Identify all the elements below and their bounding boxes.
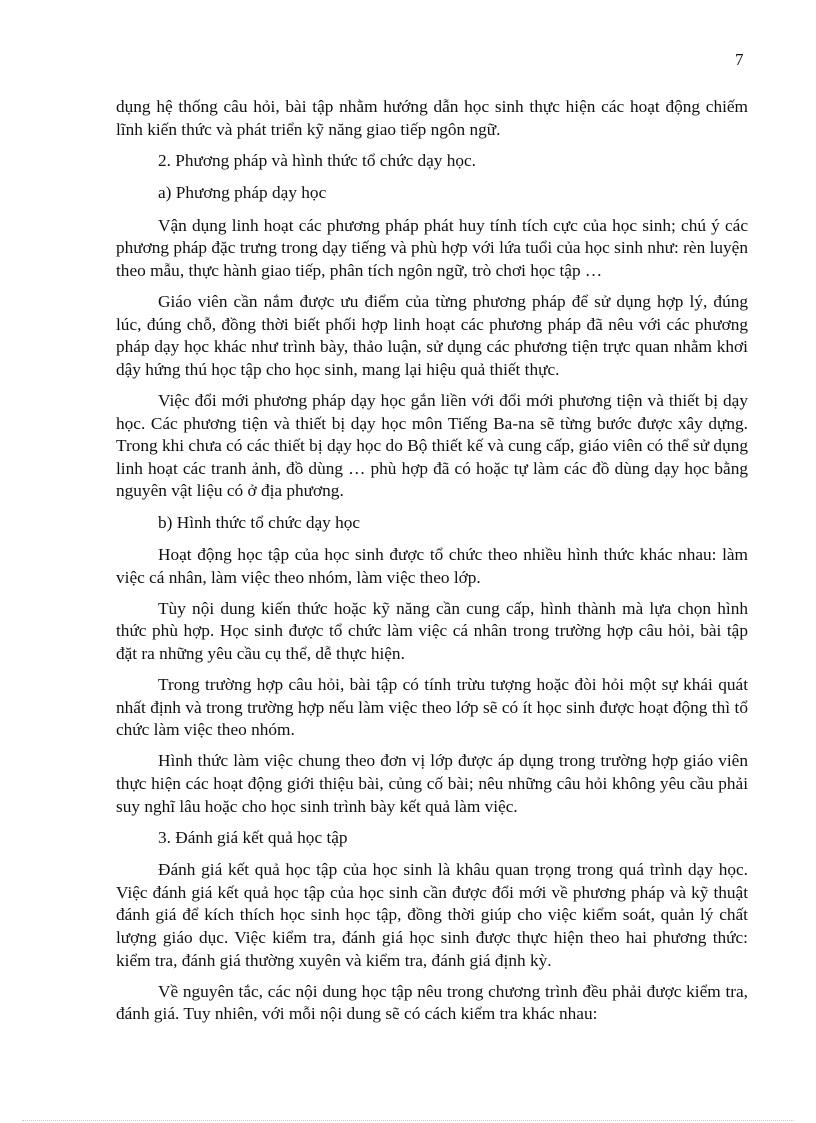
paragraph: Tùy nội dung kiến thức hoặc kỹ năng cần cung cấp, hình thành mà lựa chọn hình thức phù hợp. Học sinh được tổ chức làm việc cá nhân trong trường hợp câu hỏi, bài tập đặt ra những yêu cầu cụ thể, dễ thực hiện. [116, 598, 748, 663]
paragraph: Việc đổi mới phương pháp dạy học gắn liền với đổi mới phương tiện và thiết bị dạy học. Các phương tiện và thiết bị dạy học môn Tiếng Ba-na sẽ từng bước được xây dựng. Trong khi chưa có các thiết bị dạy học do Bộ thiết kế và cung cấp, giáo viên có thể sử dụng linh hoạt các tranh ảnh, đồ dùng … phù hợp đã có hoặc tự làm các đồ dùng dạy học bằng nguyên vật liệu có ở địa phương. [116, 391, 748, 501]
page-number: 7 [735, 50, 744, 69]
section-heading-assessment: 3. Đánh giá kết quả học tập [158, 827, 348, 847]
paragraph: Hoạt động học tập của học sinh được tổ chức theo nhiều hình thức khác nhau: làm việc cá nhân, làm việc theo nhóm, làm việc theo lớp. [116, 545, 748, 587]
paragraph: Giáo viên cần nắm được ưu điểm của từng phương pháp để sử dụng hợp lý, đúng lúc, đúng chỗ, đồng thời biết phối hợp linh hoạt các phương pháp đã nêu với các phương pháp dạy học khác như trình bày, thảo luận, sử dụng các phương tiện trực quan nhằm khơi dậy hứng thú học tập cho học sinh, mang lại hiệu quả thiết thực. [116, 292, 748, 379]
subheading-teaching-methods: a) Phương pháp dạy học [158, 183, 327, 203]
page-bottom-divider [22, 1120, 794, 1121]
subheading-organization-forms: b) Hình thức tổ chức dạy học [158, 512, 361, 532]
paragraph: Vận dụng linh hoạt các phương pháp phát huy tính tích cực của học sinh; chú ý các phương pháp đặc trưng trong dạy tiếng và phù hợp với lứa tuổi của học sinh như: rèn luyện theo mẫu, thực hành giao tiếp, phân tích ngôn ngữ, trò chơi học tập … [116, 215, 748, 281]
paragraph: Trong trường hợp câu hỏi, bài tập có tính trừu tượng hoặc đòi hỏi một sự khái quát nhất định và trong trường hợp nếu làm việc theo lớp sẽ có ít học sinh được hoạt động thì tổ chức làm việc theo nhóm. [116, 675, 748, 740]
document-body [116, 96, 748, 1034]
paragraph: Hình thức làm việc chung theo đơn vị lớp được áp dụng trong trường hợp giáo viên thực hiện các hoạt động giới thiệu bài, củng cố bài; nêu những câu hỏi không yêu cầu phải suy nghĩ lâu hoặc cho học sinh trình bày kết quả làm việc. [116, 751, 748, 816]
paragraph: Về nguyên tắc, các nội dung học tập nêu trong chương trình đều phải được kiểm tra, đánh giá. Tuy nhiên, với mỗi nội dung sẽ có cách kiểm tra khác nhau: [116, 981, 748, 1024]
paragraph-continuation: dụng hệ thống câu hỏi, bài tập nhằm hướng dẫn học sinh thực hiện các hoạt động chiếm lĩnh kiến thức và phát triển kỹ năng giao tiếp ngôn ngữ. [116, 97, 748, 139]
section-heading-methods: 2. Phương pháp và hình thức tổ chức dạy học. [158, 150, 476, 170]
paragraph: Đánh giá kết quả học tập của học sinh là khâu quan trọng trong quá trình dạy học. Việc đánh giá kết quả học tập của học sinh cần được đổi mới về phương pháp và kỹ thuật đánh giá để kích thích học sinh học tập, đồng thời giúp cho việc kiểm soát, quản lý chất lượng giáo dục. Việc kiểm tra, đánh giá học sinh được thực hiện theo hai phương thức: kiểm tra, đánh giá thường xuyên và kiểm tra, đánh giá định kỳ. [116, 860, 748, 970]
